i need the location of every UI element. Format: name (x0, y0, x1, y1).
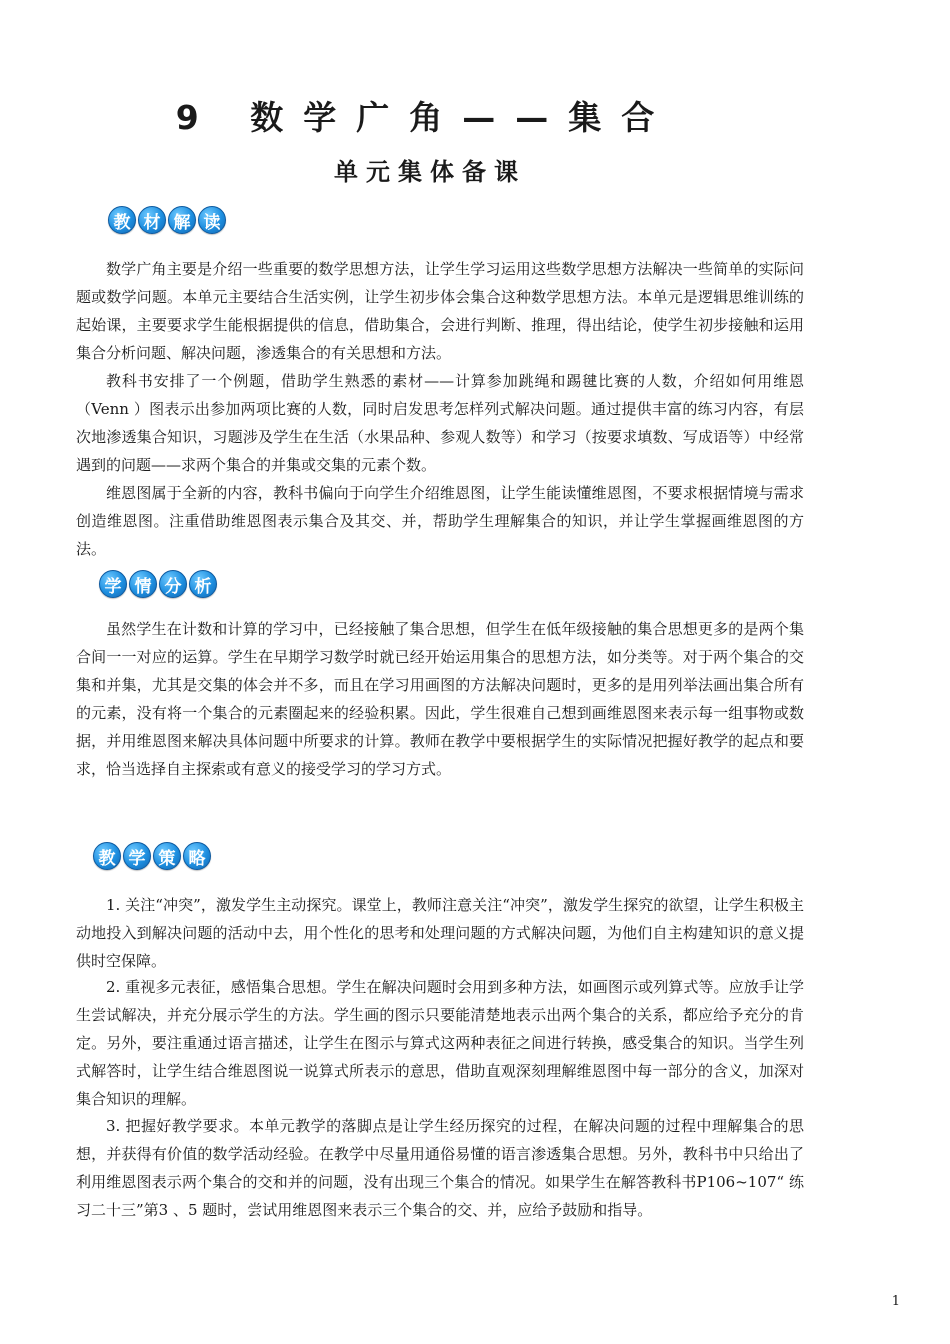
badge-char: 分 (159, 570, 187, 598)
badge-char: 学 (123, 842, 151, 870)
section-badge-teaching-strategy (93, 842, 211, 870)
badge-char: 教 (108, 206, 136, 234)
badge-char: 析 (189, 570, 217, 598)
badge-char: 读 (198, 206, 226, 234)
page-title: 9 数学广角——集合 (175, 98, 675, 137)
badge-char: 解 (168, 206, 196, 234)
badge-char: 学 (99, 570, 127, 598)
paragraph: 1. 关注“冲突”，激发学生主动探究。课堂上，教师注意关注“冲突”，激发学生探究的欲望，让学生积极主动地投入到解决问题的活动中去，用个性化的思考和处理问题的方式解决问题，为他们自主构建知识的意义提供时空保障。 (76, 896, 804, 970)
paragraph: 维恩图属于全新的内容，教科书偏向于向学生介绍维恩图，让学生能读懂维恩图，不要求根据情境与需求创造维恩图。注重借助维恩图表示集合及其交、并，帮助学生理解集合的知识，并让学生掌握画维恩图的方法。 (76, 484, 804, 558)
badge-char: 略 (183, 842, 211, 870)
badge-char: 教 (93, 842, 121, 870)
paragraph: 教科书安排了一个例题，借助学生熟悉的素材——计算参加跳绳和踢毽比赛的人数，介绍如何用维恩（Venn ）图表示出参加两项比赛的人数，同时启发思考怎样列式解决问题。通过提供丰富的练习内容，有层次地渗透集合知识，习题涉及学生在生活（水果品种、参观人数等）和学习（按要求填数、写成语等）中经常遇到的问题——求两个集合的并集或交集的元素个数。 (76, 372, 804, 474)
badge-char: 情 (129, 570, 157, 598)
page-subtitle: 单元集体备课 (334, 158, 526, 186)
page-number: 1 (891, 1294, 900, 1309)
badge-char: 策 (153, 842, 181, 870)
badge-char: 材 (138, 206, 166, 234)
paragraph: 数学广角主要是介绍一些重要的数学思想方法，让学生学习运用这些数学思想方法解决一些简单的实际问题或数学问题。本单元主要结合生活实例，让学生初步体会集合这种数学思想方法。本单元是逻辑思维训练的起始课，主要要求学生能根据提供的信息，借助集合，会进行判断、推理，得出结论，使学生初步接触和运用集合分析问题、解决问题，渗透集合的有关思想和方法。 (76, 260, 804, 362)
section-badge-student-analysis (99, 570, 217, 598)
paragraph: 虽然学生在计数和计算的学习中，已经接触了集合思想，但学生在低年级接触的集合思想更多的是两个集合间一一对应的运算。学生在早期学习数学时就已经开始运用集合的思想方法，如分类等。对于两个集合的交集和并集，尤其是交集的体会并不多，而且在学习用画图的方法解决问题时，更多的是用列举法画出集合所有的元素，没有将一个集合的元素圈起来的经验积累。因此，学生很难自己想到画维恩图来表示每一组事物或数据，并用维恩图来解决具体问题中所要求的计算。教师在教学中要根据学生的实际情况把握好教学的起点和要求，恰当选择自主探索或有意义的接受学习的学习方式。 (76, 620, 804, 778)
paragraph: 3. 把握好教学要求。本单元教学的落脚点是让学生经历探究的过程，在解决问题的过程中理解集合的思想，并获得有价值的数学活动经验。在教学中尽量用通俗易懂的语言渗透集合思想。另外，教科书中只给出了利用维恩图表示两个集合的交和并的问题，没有出现三个集合的情况。如果学生在解答教科书P106~107“ 练习二十三”第3 、5 题时，尝试用维恩图来表示三个集合的交、并，应给予鼓励和指导。 (76, 1117, 804, 1219)
section-badge-textbook-reading (108, 206, 226, 234)
paragraph: 2. 重视多元表征，感悟集合思想。学生在解决问题时会用到多种方法，如画图示或列算式等。应放手让学生尝试解决，并充分展示学生的方法。学生画的图示只要能清楚地表示出两个集合的关系，都应给予充分的肯定。另外，要注重通过语言描述，让学生在图示与算式这两种表征之间进行转换，感受集合的知识。当学生列式解答时，让学生结合维恩图说一说算式所表示的意思，借助直观深刻理解维恩图中每一部分的含义，加深对集合知识的理解。 (76, 978, 804, 1108)
